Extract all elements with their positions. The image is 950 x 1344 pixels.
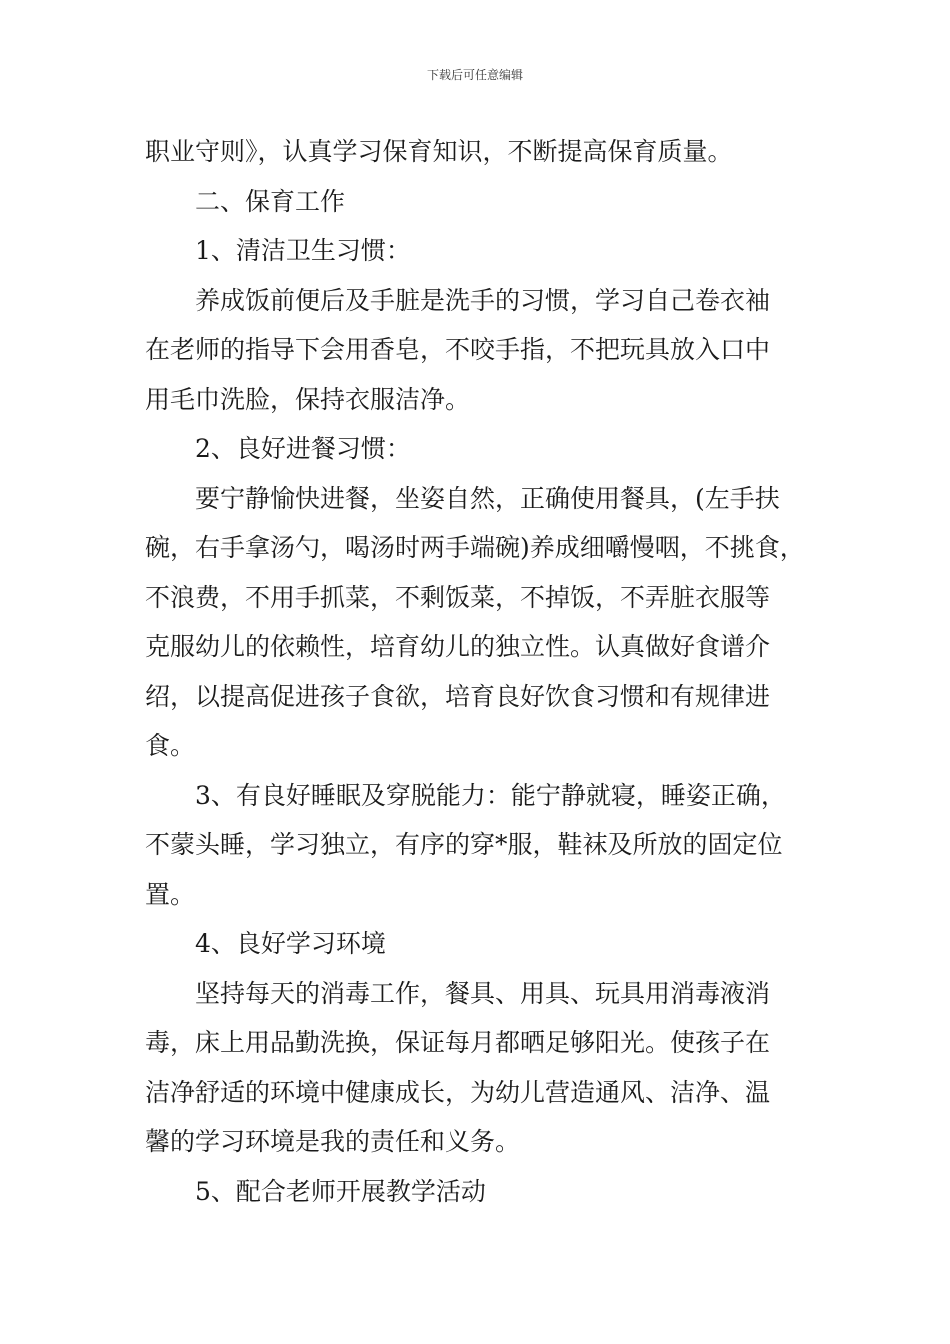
paragraph-line: 克服幼儿的依赖性，培育幼儿的独立性。认真做好食谱介 (145, 632, 771, 661)
paragraph-line: 置。 (145, 879, 196, 909)
subsection-heading: 5、配合老师开展教学活动 (195, 1176, 486, 1206)
paragraph-line: 不蒙头睡，学习独立，有序的穿*服，鞋袜及所放的固定位 (145, 830, 783, 859)
paragraph-line: 馨的学习环境是我的责任和义务。 (145, 1127, 521, 1156)
paragraph-line: 食。 (145, 731, 196, 760)
subsection-heading: 1、清洁卫生习惯： (195, 236, 411, 265)
paragraph-line: 要宁静愉快进餐，坐姿自然，正确使用餐具，(左手扶 (195, 483, 780, 513)
paragraph-line: 用毛巾洗脸，保持衣服洁净。 (145, 384, 471, 414)
text-line: 职业守则》，认真学习保育知识，不断提高保育质量。 (145, 137, 733, 166)
subsection-heading: 2、良好进餐习惯： (195, 434, 411, 463)
paragraph-line: 坚持每天的消毒工作，餐具、用具、玩具用消毒液消 (195, 978, 771, 1008)
paragraph-line: 在老师的指导下会用香皂，不咬手指，不把玩具放入口中 (145, 335, 771, 364)
subsection-heading: 4、良好学习环境 (195, 929, 386, 958)
paragraph-line: 碗，右手拿汤勺，喝汤时两手端碗)养成细嚼慢咽，不挑食， (145, 533, 805, 562)
paragraph-line: 3、有良好睡眠及穿脱能力：能宁静就寝，睡姿正确， (195, 780, 786, 810)
paragraph-line: 毒，床上用品勤洗换，保证每月都晒足够阳光。使孩子在 (145, 1028, 771, 1057)
section-heading: 二、保育工作 (195, 186, 346, 216)
paragraph-line: 绍，以提高促进孩子食欲，培育良好饮食习惯和有规律进 (145, 681, 771, 711)
paragraph-line: 养成饭前便后及手脏是洗手的习惯，学习自己卷衣袖 (195, 285, 771, 315)
paragraph-line: 不浪费，不用手抓菜，不剩饭菜，不掉饭，不弄脏衣服等 (145, 582, 771, 612)
paragraph-line: 洁净舒适的环境中健康成长，为幼儿营造通风、洁净、温 (145, 1077, 771, 1107)
document-body (145, 127, 817, 1216)
page-header-note: 下载后可任意编辑 (426, 68, 523, 82)
